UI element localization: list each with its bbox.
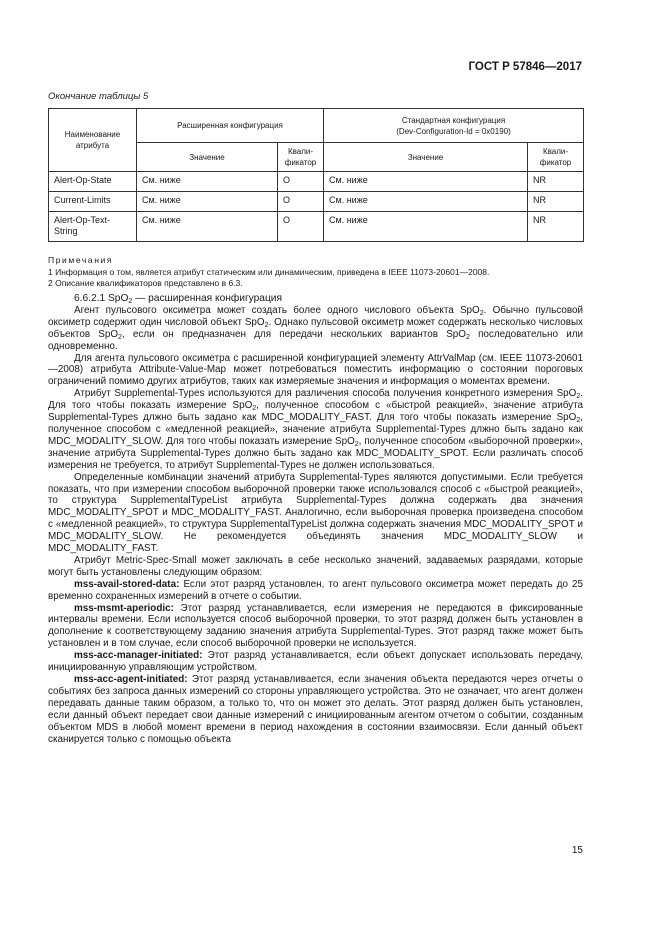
main-text <box>48 293 583 745</box>
notes-title: Примечания <box>48 255 114 265</box>
bit-definition: mss-acc-agent-initiated: Этот разряд устанавливается, если значения объекта передаются через отчеты о событиях без запроса данных измерений со стороны управляющего устройства. Это не означает, что агент должен передавать данные таким образом, а только то, что он может это делать. Этот разряд должен быть установлен, если данный объект передает свои данные измерений с инициированным агентом отчетом о событии, созданным объектом MDS в любой момент времени в период нахождения в состоянии взаимосвязи. Если данный объект сканируется только с помощью объекта <box>48 674 583 745</box>
cell-ext-value: См. ниже <box>137 192 278 212</box>
paragraph: Атрибут Metric-Spec-Small может заключать в себе несколько значений, задаваемых разрядами, которые могут быть установлены следующим образом: <box>48 554 583 578</box>
cell-ext-qualifier: O <box>278 172 324 192</box>
table-caption: Окончание таблицы 5 <box>48 91 149 102</box>
col-header-ext-value: Значение <box>137 143 278 172</box>
paragraph: Определенные комбинации значений атрибута Supplemental-Types являются допустимыми. Если требуется показать, что при измерении способом выборочной проверки также использовался способ с «быстрой реакцией», то структура SupplementalTypeList атрибута Supplemental-Types должна содержать два значения MDC_MODALITY_SPOT и MDC_MODALITY_FAST. Аналогично, если выборочная проверка произведена способом с «медленной реакцией», то структура SupplementalTypeList должна содержать значения MDC_MODALITY_SPOT и MDC_MODALITY_SLOW. Не рекомендуется объединять значения MDC_MODALITY_SLOW и MDC_MODALITY_FAST. <box>48 471 583 555</box>
cell-ext-value: См. ниже <box>137 212 278 242</box>
document-header: ГОСТ Р 57846—2017 <box>468 61 582 73</box>
bit-term: mss-acc-agent-initiated: <box>74 674 188 685</box>
note-1: 1 Информация о том, является атрибут статическим или динамическим, приведена в IEEE 11073-20601—2008. <box>48 266 490 277</box>
attributes-table <box>48 108 584 242</box>
bit-term: mss-msmt-aperiodic: <box>74 602 174 614</box>
bit-definition: mss-msmt-aperiodic: Этот разряд устанавливается, если измерения не передаются в фиксированные интервалы времени. Если используется способ выборочной проверки, то этот разряд должен быть установлен в дополнение к соответствующему заданию значения атрибута Supplemental-Types. Этот разряд также может быть установлен и в том случае, если способ выборочной проверки не используется. <box>48 602 583 650</box>
table-header-row <box>49 109 584 143</box>
bit-definition: mss-avail-stored-data: Если этот разряд установлен, то агент пульсового оксиметра может передать до 25 временно сохраненных измерений в отчете о событии. <box>48 578 583 602</box>
bit-term: mss-avail-stored-data: <box>74 578 180 590</box>
col-header-name: Наименование атрибута <box>49 109 137 172</box>
cell-ext-value: См. ниже <box>137 172 278 192</box>
table-row <box>49 172 584 192</box>
cell-std-qualifier: NR <box>528 172 584 192</box>
paragraph: Атрибут Supplemental-Types используются для различения способа получения конкретного измерения SpO$_2$. Для того чтобы показать измерение SpO$_2$, полученное способом с «быстрой реакцией», значение атрибута Supplemental-Types длжно быть задано как MDC_MODALITY_FAST. Для того чтобы показать измерение SpO$_2$, полученное способом с «медленной реакцией», значение атрибута Supplemental-Types длжно быть задано как MDC_MODALITY_SLOW. Для того чтобы показать измерение SpO$_2$, полученное способом «выборочной проверки», значение атрибута Supplemental-Types должно быть задано как MDC_MODALITY_SPOT. Если различать способ измерения не требуется, то атрибут Supplemental-Types не должен использоваться. <box>48 388 583 471</box>
std-config-title: Стандартная конфигурация <box>401 115 506 125</box>
std-config-id: (Dev-Configuration-Id = 0x0190) <box>396 126 511 136</box>
paragraph: Для агента пульсового оксиметра с расширенной конфигурацией элементу AttrValMap (см. IEEE 11073-20601—2008) атрибута Attribute-Value-Map может потребоваться поместить информацию о состоянии пороговых ограничений помимо других атрибутов, таких как измеряемые значения и информация о моментах времени. <box>48 352 583 388</box>
note-2: 2 Описание квалификаторов представлено в 6.3. <box>48 278 243 288</box>
cell-ext-qualifier: O <box>278 192 324 212</box>
cell-std-value: См. ниже <box>324 212 528 242</box>
col-header-std-config <box>324 109 584 143</box>
section-heading: 6.6.2.1 SpO$_2$ — расширенная конфигурация <box>74 293 283 305</box>
cell-std-qualifier: NR <box>528 192 584 212</box>
table-row <box>49 192 584 212</box>
cell-name: Current-Limits <box>49 192 137 212</box>
col-header-std-qualifier: Квали-фикатор <box>528 143 584 172</box>
cell-name: Alert-Op-Text-String <box>49 212 137 242</box>
cell-std-value: См. ниже <box>324 172 528 192</box>
bit-term: mss-acc-manager-initiated: <box>74 650 203 662</box>
cell-ext-qualifier: O <box>278 212 324 242</box>
table-notes <box>48 255 588 290</box>
page-number: 15 <box>571 845 583 856</box>
col-header-ext-config: Расширенная конфигурация <box>137 109 324 143</box>
paragraph: Агент пульсового оксиметра может создать более одного числового объекта SpO$_2$. Обычно пульсовой оксиметр содержит один числовой объект SpO$_2$. Однако пульсовой оксиметр может содержать несколько числовых объектов SpO$_2$, если он предназначен для передачи нескольких вариантов SpO$_2$ последовательно или одновременно. <box>48 304 583 352</box>
col-header-std-value: Значение <box>324 143 528 172</box>
cell-std-qualifier: NR <box>528 212 584 242</box>
col-header-ext-qualifier: Квали-фикатор <box>278 143 324 172</box>
table-row <box>49 212 584 242</box>
bit-definition: mss-acc-manager-initiated: Этот разряд устанавливается, если объект допускает использовать передачу, инициированную управляющим устройством. <box>48 650 583 674</box>
cell-std-value: См. ниже <box>324 192 528 212</box>
cell-name: Alert-Op-State <box>49 172 137 192</box>
